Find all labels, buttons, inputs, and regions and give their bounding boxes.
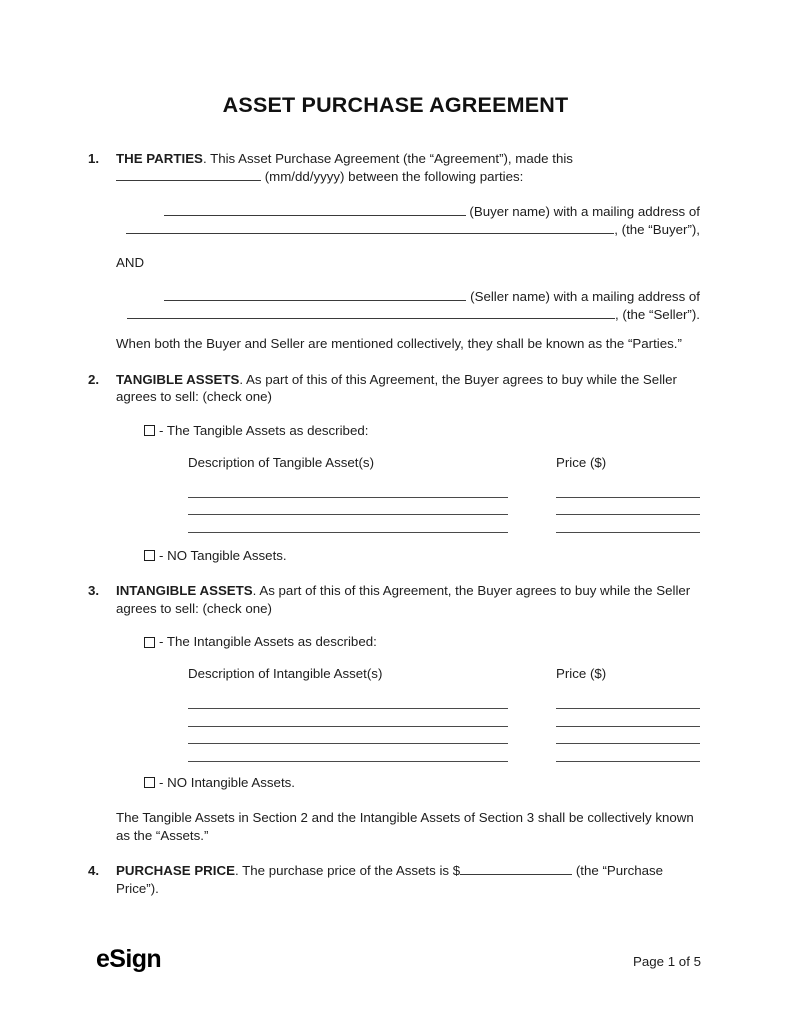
tangible-described-label: - The Tangible Assets as described: <box>159 422 369 438</box>
seller-address-row <box>116 306 700 324</box>
clause-heading-tangible-assets: TANGIBLE ASSETS <box>116 371 240 387</box>
seller-address-fill-line[interactable] <box>127 306 615 319</box>
asset-price-fill-line[interactable] <box>556 729 700 744</box>
date-format-hint: (mm/dd/yyyy) between the following parties: <box>264 168 524 184</box>
tangible-none-option[interactable] <box>88 547 700 565</box>
asset-blank-row <box>188 709 700 727</box>
asset-description-fill-line[interactable] <box>188 483 508 498</box>
asset-blank-row <box>188 498 700 516</box>
intangible-table-header <box>188 665 700 683</box>
clause-number-1: 1. <box>88 151 100 166</box>
clause-number-3: 3. <box>88 583 100 599</box>
intangible-col-price: Price ($) <box>556 666 607 681</box>
asset-description-fill-line[interactable] <box>188 747 508 762</box>
checkbox-icon[interactable] <box>144 550 155 561</box>
buyer-address-row <box>116 221 700 239</box>
asset-blank-row <box>188 692 700 710</box>
buyer-address-label: , (the “Buyer”), <box>614 221 700 237</box>
clause-tangible-assets <box>88 371 700 406</box>
seller-name-label: (Seller name) with a mailing address of <box>470 288 700 304</box>
clause-number-4: 4. <box>88 863 100 879</box>
tangible-col-price: Price ($) <box>556 454 607 470</box>
esign-logo: eSign <box>96 945 162 973</box>
asset-price-fill-line[interactable] <box>556 518 700 533</box>
intangible-assets-table <box>88 665 700 762</box>
clause-purchase-price <box>88 862 700 897</box>
assets-definition-paragraph: The Tangible Assets in Section 2 and the Intangible Assets of Section 3 shall be collectively known as the “Assets.” <box>116 810 694 843</box>
asset-description-fill-line[interactable] <box>188 712 508 727</box>
page-footer <box>88 944 703 974</box>
asset-price-fill-line[interactable] <box>556 500 700 515</box>
checkbox-icon[interactable] <box>144 637 155 648</box>
tangible-col-description: Description of Tangible Asset(s) <box>188 454 375 470</box>
purchase-price-fill-line[interactable] <box>460 862 572 875</box>
tangible-none-label: - NO Tangible Assets. <box>159 547 287 563</box>
asset-description-fill-line[interactable] <box>188 500 508 515</box>
intangible-col-description: Description of Intangible Asset(s) <box>188 666 383 681</box>
and-separator <box>88 254 700 272</box>
buyer-name-fill-line[interactable] <box>164 203 466 216</box>
page-number: Page 1 of 5 <box>632 954 701 969</box>
clause-body-tangible-assets: . As part of this of this Agreement, the Buyer agrees to buy while the Seller agrees to sell: (check one) <box>116 371 677 405</box>
asset-price-fill-line[interactable] <box>556 483 700 498</box>
asset-description-fill-line[interactable] <box>188 729 508 744</box>
clause-number-2: 2. <box>88 371 100 387</box>
buyer-name-label: (Buyer name) with a mailing address of <box>469 204 700 220</box>
seller-name-row <box>116 288 700 306</box>
intangible-described-label: - The Intangible Assets as described: <box>159 634 377 650</box>
seller-name-fill-line[interactable] <box>164 288 466 301</box>
parties-collective-paragraph: When both the Buyer and Seller are mentioned collectively, they shall be known as the “Parties.” <box>116 336 682 352</box>
tangible-assets-table <box>88 454 700 533</box>
purchase-price-text-after: (the “Purchase Price”). <box>116 863 664 896</box>
date-fill-line[interactable] <box>116 168 261 181</box>
tangible-described-option[interactable] <box>88 422 700 440</box>
tangible-blank-rows <box>188 480 700 533</box>
clause-the-parties <box>88 150 700 185</box>
asset-price-fill-line[interactable] <box>556 694 700 709</box>
buyer-block <box>88 203 700 238</box>
intangible-blank-rows <box>188 692 700 762</box>
asset-blank-row <box>188 480 700 498</box>
asset-price-fill-line[interactable] <box>556 712 700 727</box>
checkbox-icon[interactable] <box>144 425 155 436</box>
buyer-address-fill-line[interactable] <box>126 221 614 234</box>
purchase-price-text-before: . The purchase price of the Assets is $ <box>234 863 461 879</box>
seller-block <box>88 288 700 323</box>
intangible-none-label: - NO Intangible Assets. <box>159 774 295 790</box>
tangible-table-header <box>188 454 700 472</box>
asset-price-fill-line[interactable] <box>556 747 700 762</box>
clause-intangible-assets <box>88 582 700 617</box>
asset-blank-row <box>188 744 700 762</box>
checkbox-icon[interactable] <box>144 777 155 788</box>
clause-heading-intangible-assets: INTANGIBLE ASSETS <box>116 583 253 599</box>
clause-intro-the-parties: . This Asset Purchase Agreement (the “Agreement”), made this <box>202 151 573 166</box>
asset-blank-row <box>188 515 700 533</box>
clause-heading-the-parties: THE PARTIES <box>116 151 203 166</box>
asset-blank-row <box>188 727 700 745</box>
intangible-described-option[interactable] <box>88 633 700 651</box>
clause-body-intangible-assets: . As part of this of this Agreement, the Buyer agrees to buy while the Seller agrees to sell: (check one) <box>116 583 691 616</box>
intangible-none-option[interactable] <box>88 774 700 792</box>
seller-address-label: , (the “Seller”). <box>615 306 700 322</box>
clause-heading-purchase-price: PURCHASE PRICE <box>116 863 235 879</box>
page-title: ASSET PURCHASE AGREEMENT <box>222 93 569 117</box>
document-body <box>88 150 700 898</box>
asset-description-fill-line[interactable] <box>188 694 508 709</box>
and-label: AND <box>116 255 145 271</box>
buyer-name-row <box>116 203 700 221</box>
asset-description-fill-line[interactable] <box>188 518 508 533</box>
